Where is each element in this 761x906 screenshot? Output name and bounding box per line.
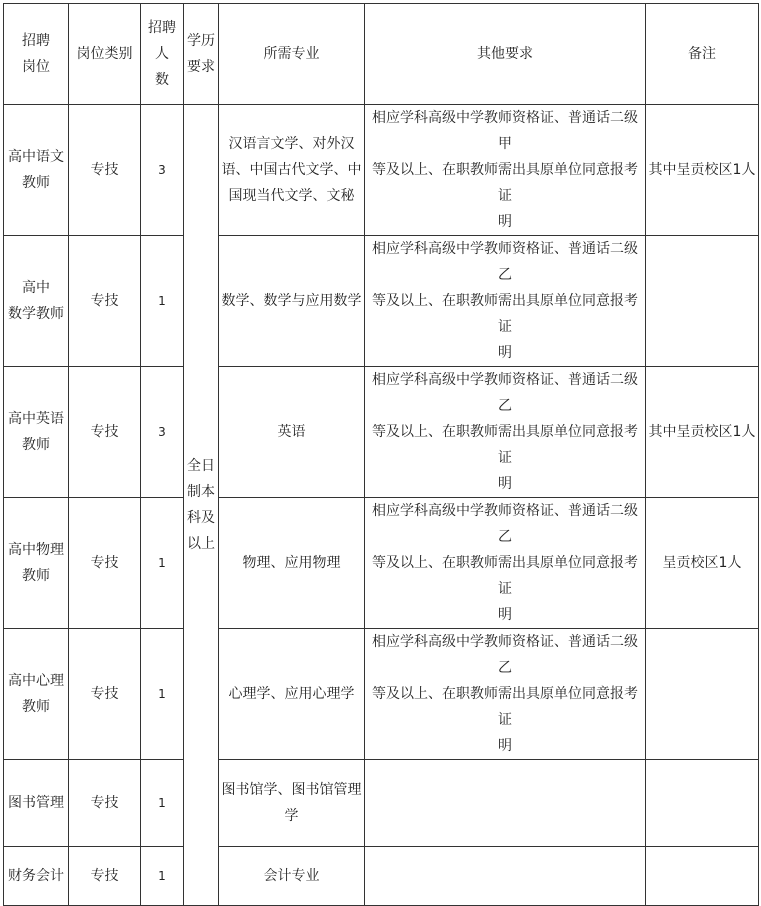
table-header-row <box>4 4 759 105</box>
cell-major: 物理、应用物理 <box>219 498 365 629</box>
cell-position: 图书管理 <box>4 760 69 847</box>
cell-remark <box>646 847 759 906</box>
header-count: 招聘人 数 <box>141 4 184 105</box>
cell-remark <box>646 629 759 760</box>
cell-other: 相应学科高级中学教师资格证、普通话二级乙 等及以上、在职教师需出具原单位同意报考证 明 <box>365 236 646 367</box>
cell-position: 高中心理 教师 <box>4 629 69 760</box>
cell-other: 相应学科高级中学教师资格证、普通话二级甲 等及以上、在职教师需出具原单位同意报考证 明 <box>365 105 646 236</box>
cell-other <box>365 847 646 906</box>
cell-remark: 呈贡校区1人 <box>646 498 759 629</box>
table-row <box>4 498 759 629</box>
cell-count: 1 <box>141 760 184 847</box>
table-row <box>4 105 759 236</box>
cell-education-merged: 全日 制本 科及 以上 <box>184 105 219 906</box>
cell-position: 高中 数学教师 <box>4 236 69 367</box>
cell-major: 汉语言文学、对外汉 语、中国古代文学、中 国现当代文学、文秘 <box>219 105 365 236</box>
cell-category: 专技 <box>69 105 141 236</box>
header-major: 所需专业 <box>219 4 365 105</box>
cell-count: 1 <box>141 629 184 760</box>
table-row <box>4 236 759 367</box>
cell-major: 心理学、应用心理学 <box>219 629 365 760</box>
recruitment-table <box>3 3 759 906</box>
cell-other: 相应学科高级中学教师资格证、普通话二级乙 等及以上、在职教师需出具原单位同意报考证 明 <box>365 367 646 498</box>
cell-category: 专技 <box>69 367 141 498</box>
cell-other: 相应学科高级中学教师资格证、普通话二级乙 等及以上、在职教师需出具原单位同意报考证 明 <box>365 498 646 629</box>
cell-position: 高中物理 教师 <box>4 498 69 629</box>
cell-position: 高中英语 教师 <box>4 367 69 498</box>
cell-category: 专技 <box>69 760 141 847</box>
cell-position: 高中语文 教师 <box>4 105 69 236</box>
cell-category: 专技 <box>69 236 141 367</box>
cell-other <box>365 760 646 847</box>
cell-count: 1 <box>141 847 184 906</box>
cell-count: 3 <box>141 105 184 236</box>
header-remark: 备注 <box>646 4 759 105</box>
table-row <box>4 367 759 498</box>
header-other: 其他要求 <box>365 4 646 105</box>
cell-major: 会计专业 <box>219 847 365 906</box>
cell-category: 专技 <box>69 629 141 760</box>
cell-position: 财务会计 <box>4 847 69 906</box>
cell-remark <box>646 236 759 367</box>
cell-count: 3 <box>141 367 184 498</box>
cell-major: 图书馆学、图书馆管理 学 <box>219 760 365 847</box>
cell-major: 数学、数学与应用数学 <box>219 236 365 367</box>
header-education: 学历 要求 <box>184 4 219 105</box>
table-row <box>4 847 759 906</box>
cell-major: 英语 <box>219 367 365 498</box>
cell-category: 专技 <box>69 498 141 629</box>
header-position: 招聘 岗位 <box>4 4 69 105</box>
cell-remark <box>646 760 759 847</box>
cell-count: 1 <box>141 236 184 367</box>
table-row <box>4 629 759 760</box>
header-category: 岗位类别 <box>69 4 141 105</box>
cell-remark: 其中呈贡校区1人 <box>646 105 759 236</box>
cell-category: 专技 <box>69 847 141 906</box>
table-row <box>4 760 759 847</box>
cell-count: 1 <box>141 498 184 629</box>
cell-remark: 其中呈贡校区1人 <box>646 367 759 498</box>
cell-other: 相应学科高级中学教师资格证、普通话二级乙 等及以上、在职教师需出具原单位同意报考证 明 <box>365 629 646 760</box>
